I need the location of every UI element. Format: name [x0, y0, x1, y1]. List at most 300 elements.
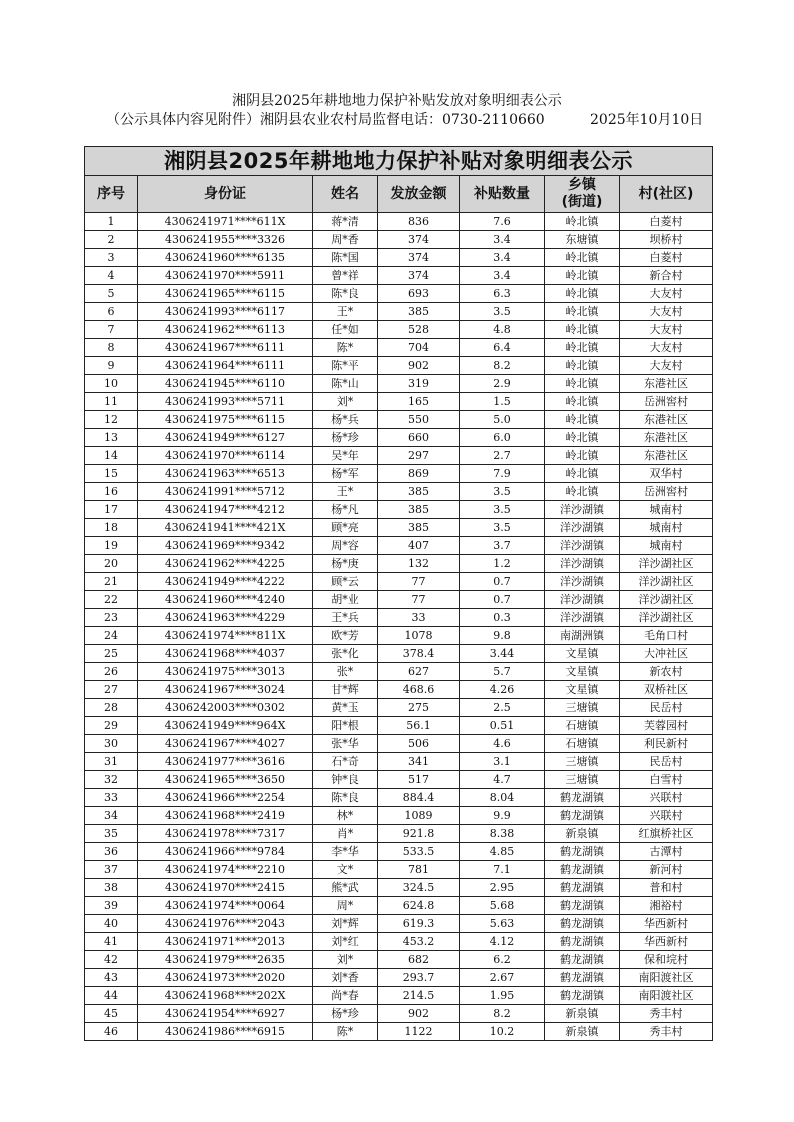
- table-row: [85, 699, 713, 717]
- name-cell: 王*: [313, 483, 378, 501]
- village-cell: 华西新村: [620, 933, 713, 951]
- name-cell: 王*: [313, 303, 378, 321]
- name-cell: 陈*: [313, 1023, 378, 1041]
- quantity-cell: 3.44: [460, 645, 545, 663]
- row-index: 19: [85, 537, 138, 555]
- quantity-cell: 6.0: [460, 429, 545, 447]
- village-cell: 芙蓉园村: [620, 717, 713, 735]
- township-cell: 鹤龙湖镇: [545, 969, 620, 987]
- township-cell: 岭北镇: [545, 267, 620, 285]
- id-card-cell: 4306241974****2210: [138, 861, 313, 879]
- amount-cell: 624.8: [378, 897, 460, 915]
- name-cell: 陈*平: [313, 357, 378, 375]
- table-row: [85, 843, 713, 861]
- quantity-cell: 6.3: [460, 285, 545, 303]
- name-cell: 刘*红: [313, 933, 378, 951]
- village-cell: 洋沙湖社区: [620, 591, 713, 609]
- amount-cell: 1089: [378, 807, 460, 825]
- id-card-cell: 4306241970****5911: [138, 267, 313, 285]
- table-row: [85, 537, 713, 555]
- id-card-cell: 4306241979****2635: [138, 951, 313, 969]
- township-cell: 新泉镇: [545, 1023, 620, 1041]
- id-card-cell: 4306241964****6111: [138, 357, 313, 375]
- row-index: 20: [85, 555, 138, 573]
- village-cell: 秀丰村: [620, 1005, 713, 1023]
- amount-cell: 660: [378, 429, 460, 447]
- village-cell: 南阳渡社区: [620, 987, 713, 1005]
- township-cell: 洋沙湖镇: [545, 591, 620, 609]
- village-cell: 洋沙湖社区: [620, 573, 713, 591]
- village-cell: 洋沙湖社区: [620, 609, 713, 627]
- table-row: [85, 321, 713, 339]
- row-index: 9: [85, 357, 138, 375]
- row-index: 40: [85, 915, 138, 933]
- row-index: 7: [85, 321, 138, 339]
- village-cell: 白菱村: [620, 213, 713, 231]
- name-cell: 陈*: [313, 339, 378, 357]
- table-row: [85, 231, 713, 249]
- name-cell: 张*华: [313, 735, 378, 753]
- name-cell: 林*: [313, 807, 378, 825]
- township-cell: 岭北镇: [545, 339, 620, 357]
- row-index: 5: [85, 285, 138, 303]
- table-row: [85, 357, 713, 375]
- village-cell: 大友村: [620, 303, 713, 321]
- quantity-cell: 2.9: [460, 375, 545, 393]
- id-card-cell: 4306241949****4222: [138, 573, 313, 591]
- name-cell: 欧*芳: [313, 627, 378, 645]
- amount-cell: 781: [378, 861, 460, 879]
- id-card-cell: 4306241970****6114: [138, 447, 313, 465]
- village-cell: 东港社区: [620, 375, 713, 393]
- table-row: [85, 591, 713, 609]
- township-cell: 岭北镇: [545, 285, 620, 303]
- township-cell: 岭北镇: [545, 213, 620, 231]
- row-index: 11: [85, 393, 138, 411]
- township-cell: 岭北镇: [545, 321, 620, 339]
- table-row: [85, 789, 713, 807]
- amount-cell: 341: [378, 753, 460, 771]
- name-cell: 刘*: [313, 393, 378, 411]
- row-index: 3: [85, 249, 138, 267]
- row-index: 23: [85, 609, 138, 627]
- row-index: 17: [85, 501, 138, 519]
- row-index: 27: [85, 681, 138, 699]
- table-row: [85, 663, 713, 681]
- quantity-cell: 0.7: [460, 591, 545, 609]
- quantity-cell: 7.9: [460, 465, 545, 483]
- quantity-cell: 1.95: [460, 987, 545, 1005]
- row-index: 12: [85, 411, 138, 429]
- township-cell: 南湖洲镇: [545, 627, 620, 645]
- village-cell: 坝桥村: [620, 231, 713, 249]
- page-title: 湘阴县2025年耕地地力保护补贴发放对象明细表公示: [232, 93, 562, 109]
- township-cell: 洋沙湖镇: [545, 573, 620, 591]
- township-cell: 岭北镇: [545, 483, 620, 501]
- row-index: 32: [85, 771, 138, 789]
- village-cell: 湘裕村: [620, 897, 713, 915]
- village-cell: 兴联村: [620, 807, 713, 825]
- id-card-cell: 4306241971****611X: [138, 213, 313, 231]
- township-cell: 洋沙湖镇: [545, 609, 620, 627]
- row-index: 29: [85, 717, 138, 735]
- table-row: [85, 627, 713, 645]
- supervision-phone-note: （公示具体内容见附件）湘阴县农业农村局监督电话：0730-2110660: [106, 112, 545, 128]
- id-card-cell: 4306241975****3013: [138, 663, 313, 681]
- village-cell: 双华村: [620, 465, 713, 483]
- publish-date: 2025年10月10日: [590, 112, 704, 128]
- table-row: [85, 429, 713, 447]
- amount-cell: 836: [378, 213, 460, 231]
- table-row: [85, 735, 713, 753]
- col-header-name: 姓名: [313, 176, 378, 213]
- name-cell: 王*兵: [313, 609, 378, 627]
- name-cell: 张*: [313, 663, 378, 681]
- amount-cell: 385: [378, 501, 460, 519]
- amount-cell: 619.3: [378, 915, 460, 933]
- name-cell: 石*奇: [313, 753, 378, 771]
- quantity-cell: 4.12: [460, 933, 545, 951]
- name-cell: 熊*武: [313, 879, 378, 897]
- name-cell: 顾*亮: [313, 519, 378, 537]
- row-index: 31: [85, 753, 138, 771]
- quantity-cell: 3.1: [460, 753, 545, 771]
- village-cell: 华西新村: [620, 915, 713, 933]
- township-cell: 鹤龙湖镇: [545, 789, 620, 807]
- table-row: [85, 465, 713, 483]
- township-cell: 三塘镇: [545, 753, 620, 771]
- id-card-cell: 4306241973****2020: [138, 969, 313, 987]
- amount-cell: 77: [378, 573, 460, 591]
- amount-cell: 506: [378, 735, 460, 753]
- township-cell: 洋沙湖镇: [545, 519, 620, 537]
- township-cell: 岭北镇: [545, 249, 620, 267]
- id-card-cell: 4306241967****6111: [138, 339, 313, 357]
- id-card-cell: 4306241977****3616: [138, 753, 313, 771]
- amount-cell: 385: [378, 303, 460, 321]
- row-index: 37: [85, 861, 138, 879]
- row-index: 42: [85, 951, 138, 969]
- quantity-cell: 3.5: [460, 483, 545, 501]
- quantity-cell: 9.8: [460, 627, 545, 645]
- table-body: [85, 213, 713, 1041]
- row-index: 38: [85, 879, 138, 897]
- table-row: [85, 897, 713, 915]
- table-row: [85, 519, 713, 537]
- township-cell: 鹤龙湖镇: [545, 951, 620, 969]
- id-card-cell: 4306241993****6117: [138, 303, 313, 321]
- table-row: [85, 915, 713, 933]
- amount-cell: 627: [378, 663, 460, 681]
- row-index: 15: [85, 465, 138, 483]
- quantity-cell: 2.5: [460, 699, 545, 717]
- name-cell: 张*化: [313, 645, 378, 663]
- township-cell: 洋沙湖镇: [545, 501, 620, 519]
- quantity-cell: 6.4: [460, 339, 545, 357]
- id-card-cell: 4306241947****4212: [138, 501, 313, 519]
- id-card-cell: 4306241960****6135: [138, 249, 313, 267]
- township-cell: 岭北镇: [545, 447, 620, 465]
- quantity-cell: 8.2: [460, 1005, 545, 1023]
- township-cell: 鹤龙湖镇: [545, 933, 620, 951]
- village-cell: 城南村: [620, 537, 713, 555]
- village-cell: 保和垸村: [620, 951, 713, 969]
- table-row: [85, 447, 713, 465]
- amount-cell: 869: [378, 465, 460, 483]
- name-cell: 肖*: [313, 825, 378, 843]
- village-cell: 东港社区: [620, 447, 713, 465]
- table-row: [85, 555, 713, 573]
- table-row: [85, 267, 713, 285]
- quantity-cell: 0.51: [460, 717, 545, 735]
- table-row: [85, 879, 713, 897]
- amount-cell: 319: [378, 375, 460, 393]
- table-header-row: [85, 176, 713, 213]
- row-index: 10: [85, 375, 138, 393]
- id-card-cell: 4306241978****7317: [138, 825, 313, 843]
- township-cell: 鹤龙湖镇: [545, 879, 620, 897]
- id-card-cell: 4306241963****6513: [138, 465, 313, 483]
- id-card-cell: 4306241945****6110: [138, 375, 313, 393]
- village-cell: 岳洲窖村: [620, 483, 713, 501]
- id-card-cell: 4306241971****2013: [138, 933, 313, 951]
- amount-cell: 1122: [378, 1023, 460, 1041]
- name-cell: 陈*山: [313, 375, 378, 393]
- name-cell: 李*华: [313, 843, 378, 861]
- quantity-cell: 2.7: [460, 447, 545, 465]
- id-card-cell: 4306241967****3024: [138, 681, 313, 699]
- table-row: [85, 681, 713, 699]
- quantity-cell: 4.8: [460, 321, 545, 339]
- row-index: 16: [85, 483, 138, 501]
- village-cell: 南阳渡社区: [620, 969, 713, 987]
- amount-cell: 453.2: [378, 933, 460, 951]
- name-cell: 刘*: [313, 951, 378, 969]
- table-row: [85, 717, 713, 735]
- table-row: [85, 483, 713, 501]
- village-cell: 东港社区: [620, 411, 713, 429]
- id-card-cell: 4306241967****4027: [138, 735, 313, 753]
- quantity-cell: 8.38: [460, 825, 545, 843]
- table-row: [85, 573, 713, 591]
- quantity-cell: 0.7: [460, 573, 545, 591]
- village-cell: 城南村: [620, 501, 713, 519]
- amount-cell: 214.5: [378, 987, 460, 1005]
- township-cell: 东塘镇: [545, 231, 620, 249]
- quantity-cell: 4.26: [460, 681, 545, 699]
- name-cell: 蒋*清: [313, 213, 378, 231]
- amount-cell: 902: [378, 357, 460, 375]
- township-cell: 三塘镇: [545, 699, 620, 717]
- quantity-cell: 7.6: [460, 213, 545, 231]
- township-cell: 岭北镇: [545, 393, 620, 411]
- id-card-cell: 4306241949****6127: [138, 429, 313, 447]
- township-cell: 石塘镇: [545, 717, 620, 735]
- row-index: 35: [85, 825, 138, 843]
- name-cell: 尚*春: [313, 987, 378, 1005]
- row-index: 13: [85, 429, 138, 447]
- village-cell: 大友村: [620, 321, 713, 339]
- amount-cell: 297: [378, 447, 460, 465]
- row-index: 21: [85, 573, 138, 591]
- table-row: [85, 1005, 713, 1023]
- name-cell: 杨*珍: [313, 429, 378, 447]
- id-card-cell: 4306241968****202X: [138, 987, 313, 1005]
- village-cell: 利民新村: [620, 735, 713, 753]
- amount-cell: 374: [378, 249, 460, 267]
- amount-cell: 165: [378, 393, 460, 411]
- village-cell: 白雪村: [620, 771, 713, 789]
- row-index: 1: [85, 213, 138, 231]
- quantity-cell: 6.2: [460, 951, 545, 969]
- quantity-cell: 9.9: [460, 807, 545, 825]
- quantity-cell: 3.7: [460, 537, 545, 555]
- quantity-cell: 5.0: [460, 411, 545, 429]
- id-card-cell: 4306241960****4240: [138, 591, 313, 609]
- village-cell: 大友村: [620, 339, 713, 357]
- table-row: [85, 609, 713, 627]
- id-card-cell: 4306241965****3650: [138, 771, 313, 789]
- township-cell: 鹤龙湖镇: [545, 987, 620, 1005]
- id-card-cell: 4306241962****6113: [138, 321, 313, 339]
- table-row: [85, 807, 713, 825]
- row-index: 36: [85, 843, 138, 861]
- name-cell: 文*: [313, 861, 378, 879]
- row-index: 18: [85, 519, 138, 537]
- quantity-cell: 8.2: [460, 357, 545, 375]
- amount-cell: 884.4: [378, 789, 460, 807]
- table-row: [85, 339, 713, 357]
- table-row: [85, 645, 713, 663]
- name-cell: 周*香: [313, 231, 378, 249]
- township-cell: 鹤龙湖镇: [545, 897, 620, 915]
- amount-cell: 324.5: [378, 879, 460, 897]
- village-cell: 古潭村: [620, 843, 713, 861]
- row-index: 46: [85, 1023, 138, 1041]
- village-cell: 新合村: [620, 267, 713, 285]
- name-cell: 甘*辉: [313, 681, 378, 699]
- row-index: 44: [85, 987, 138, 1005]
- amount-cell: 385: [378, 483, 460, 501]
- township-cell: 新泉镇: [545, 1005, 620, 1023]
- quantity-cell: 2.67: [460, 969, 545, 987]
- amount-cell: 374: [378, 231, 460, 249]
- village-cell: 新农村: [620, 663, 713, 681]
- township-cell: 鹤龙湖镇: [545, 861, 620, 879]
- id-card-cell: 4306241969****9342: [138, 537, 313, 555]
- quantity-cell: 4.7: [460, 771, 545, 789]
- col-header-index: 序号: [85, 176, 138, 213]
- amount-cell: 921.8: [378, 825, 460, 843]
- id-card-cell: 4306241962****4225: [138, 555, 313, 573]
- name-cell: 周*容: [313, 537, 378, 555]
- row-index: 14: [85, 447, 138, 465]
- col-header-amount: 发放金额: [378, 176, 460, 213]
- name-cell: 顾*云: [313, 573, 378, 591]
- amount-cell: 1078: [378, 627, 460, 645]
- township-cell: 岭北镇: [545, 465, 620, 483]
- name-cell: 刘*辉: [313, 915, 378, 933]
- table-row: [85, 825, 713, 843]
- village-cell: 民岳村: [620, 753, 713, 771]
- village-cell: 民岳村: [620, 699, 713, 717]
- village-cell: 兴联村: [620, 789, 713, 807]
- township-cell: 岭北镇: [545, 429, 620, 447]
- amount-cell: 704: [378, 339, 460, 357]
- id-card-cell: 4306242003****0302: [138, 699, 313, 717]
- amount-cell: 528: [378, 321, 460, 339]
- table-row: [85, 933, 713, 951]
- quantity-cell: 1.5: [460, 393, 545, 411]
- col-header-quantity: 补贴数量: [460, 176, 545, 213]
- township-cell: 文星镇: [545, 663, 620, 681]
- row-index: 25: [85, 645, 138, 663]
- table-row: [85, 951, 713, 969]
- village-cell: 毛角口村: [620, 627, 713, 645]
- row-index: 4: [85, 267, 138, 285]
- amount-cell: 378.4: [378, 645, 460, 663]
- amount-cell: 56.1: [378, 717, 460, 735]
- table-row: [85, 987, 713, 1005]
- amount-cell: 517: [378, 771, 460, 789]
- col-header-id-card: 身份证: [138, 176, 313, 213]
- village-cell: 大友村: [620, 357, 713, 375]
- name-cell: 胡*业: [313, 591, 378, 609]
- amount-cell: 33: [378, 609, 460, 627]
- village-cell: 白菱村: [620, 249, 713, 267]
- quantity-cell: 5.7: [460, 663, 545, 681]
- quantity-cell: 4.85: [460, 843, 545, 861]
- amount-cell: 902: [378, 1005, 460, 1023]
- amount-cell: 407: [378, 537, 460, 555]
- id-card-cell: 4306241963****4229: [138, 609, 313, 627]
- name-cell: 杨*凡: [313, 501, 378, 519]
- row-index: 26: [85, 663, 138, 681]
- name-cell: 曾*祥: [313, 267, 378, 285]
- row-index: 30: [85, 735, 138, 753]
- col-header-township: 乡镇 (街道): [545, 176, 620, 213]
- quantity-cell: 8.04: [460, 789, 545, 807]
- row-index: 45: [85, 1005, 138, 1023]
- id-card-cell: 4306241941****421X: [138, 519, 313, 537]
- id-card-cell: 4306241993****5711: [138, 393, 313, 411]
- quantity-cell: 2.95: [460, 879, 545, 897]
- quantity-cell: 1.2: [460, 555, 545, 573]
- name-cell: 周*: [313, 897, 378, 915]
- village-cell: 大冲社区: [620, 645, 713, 663]
- table-row: [85, 1023, 713, 1041]
- id-card-cell: 4306241974****811X: [138, 627, 313, 645]
- village-cell: 秀丰村: [620, 1023, 713, 1041]
- row-index: 43: [85, 969, 138, 987]
- table-row: [85, 213, 713, 231]
- amount-cell: 533.5: [378, 843, 460, 861]
- row-index: 33: [85, 789, 138, 807]
- quantity-cell: 0.3: [460, 609, 545, 627]
- village-cell: 普和村: [620, 879, 713, 897]
- table-caption: 湘阴县2025年耕地地力保护补贴对象明细表公示: [85, 147, 713, 176]
- row-index: 34: [85, 807, 138, 825]
- table-row: [85, 753, 713, 771]
- village-cell: 洋沙湖社区: [620, 555, 713, 573]
- name-cell: 任*如: [313, 321, 378, 339]
- quantity-cell: 3.4: [460, 249, 545, 267]
- id-card-cell: 4306241974****0064: [138, 897, 313, 915]
- row-index: 22: [85, 591, 138, 609]
- row-index: 39: [85, 897, 138, 915]
- table-row: [85, 411, 713, 429]
- subsidy-table: [84, 146, 713, 1041]
